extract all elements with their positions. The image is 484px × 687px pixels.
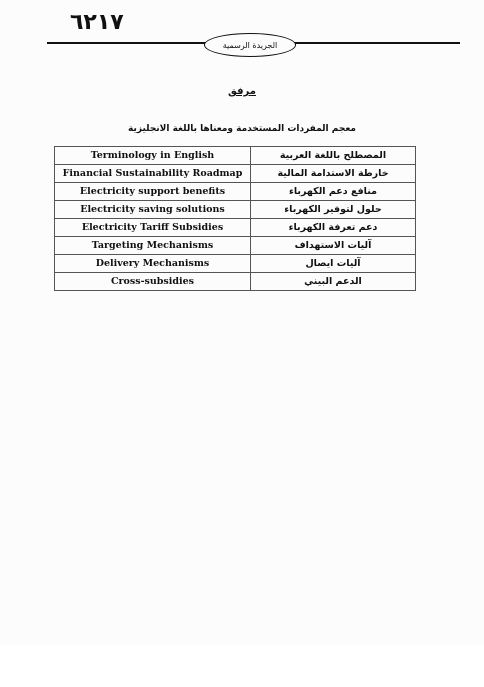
table-header-row bbox=[55, 147, 416, 165]
table-row bbox=[55, 219, 416, 237]
glossary-table bbox=[54, 146, 416, 291]
term-arabic: حلول لتوفير الكهرباء bbox=[251, 201, 416, 219]
term-arabic: آليات ايصال bbox=[251, 255, 416, 273]
term-arabic: الدعم البيني bbox=[251, 273, 416, 291]
term-english: Electricity saving solutions bbox=[55, 201, 251, 219]
term-english: Cross-subsidies bbox=[55, 273, 251, 291]
table-row bbox=[55, 201, 416, 219]
table-row bbox=[55, 183, 416, 201]
header-english: Terminology in English bbox=[55, 147, 251, 165]
table-row bbox=[55, 255, 416, 273]
table-row bbox=[55, 237, 416, 255]
term-english: Delivery Mechanisms bbox=[55, 255, 251, 273]
term-english: Targeting Mechanisms bbox=[55, 237, 251, 255]
term-english: Electricity support benefits bbox=[55, 183, 251, 201]
table-row bbox=[55, 165, 416, 183]
page-number: ٦٢١٧ bbox=[70, 10, 124, 35]
header-arabic: المصطلح باللغة العربية bbox=[251, 147, 416, 165]
term-arabic: منافع دعم الكهرباء bbox=[251, 183, 416, 201]
attachment-title: مرفق bbox=[228, 86, 256, 97]
term-arabic: خارطة الاستدامة المالية bbox=[251, 165, 416, 183]
term-english: Electricity Tariff Subsidies bbox=[55, 219, 251, 237]
term-arabic: آليات الاستهداف bbox=[251, 237, 416, 255]
term-english: Financial Sustainability Roadmap bbox=[55, 165, 251, 183]
term-arabic: دعم تعرفة الكهرباء bbox=[251, 219, 416, 237]
page-bottom-margin bbox=[0, 645, 484, 687]
glossary-title: معجم المفردات المستخدمة ومعناها باللغة الانجليزية bbox=[128, 124, 356, 134]
table-row bbox=[55, 273, 416, 291]
gazette-name-oval: الجريدة الرسمية bbox=[204, 33, 296, 57]
